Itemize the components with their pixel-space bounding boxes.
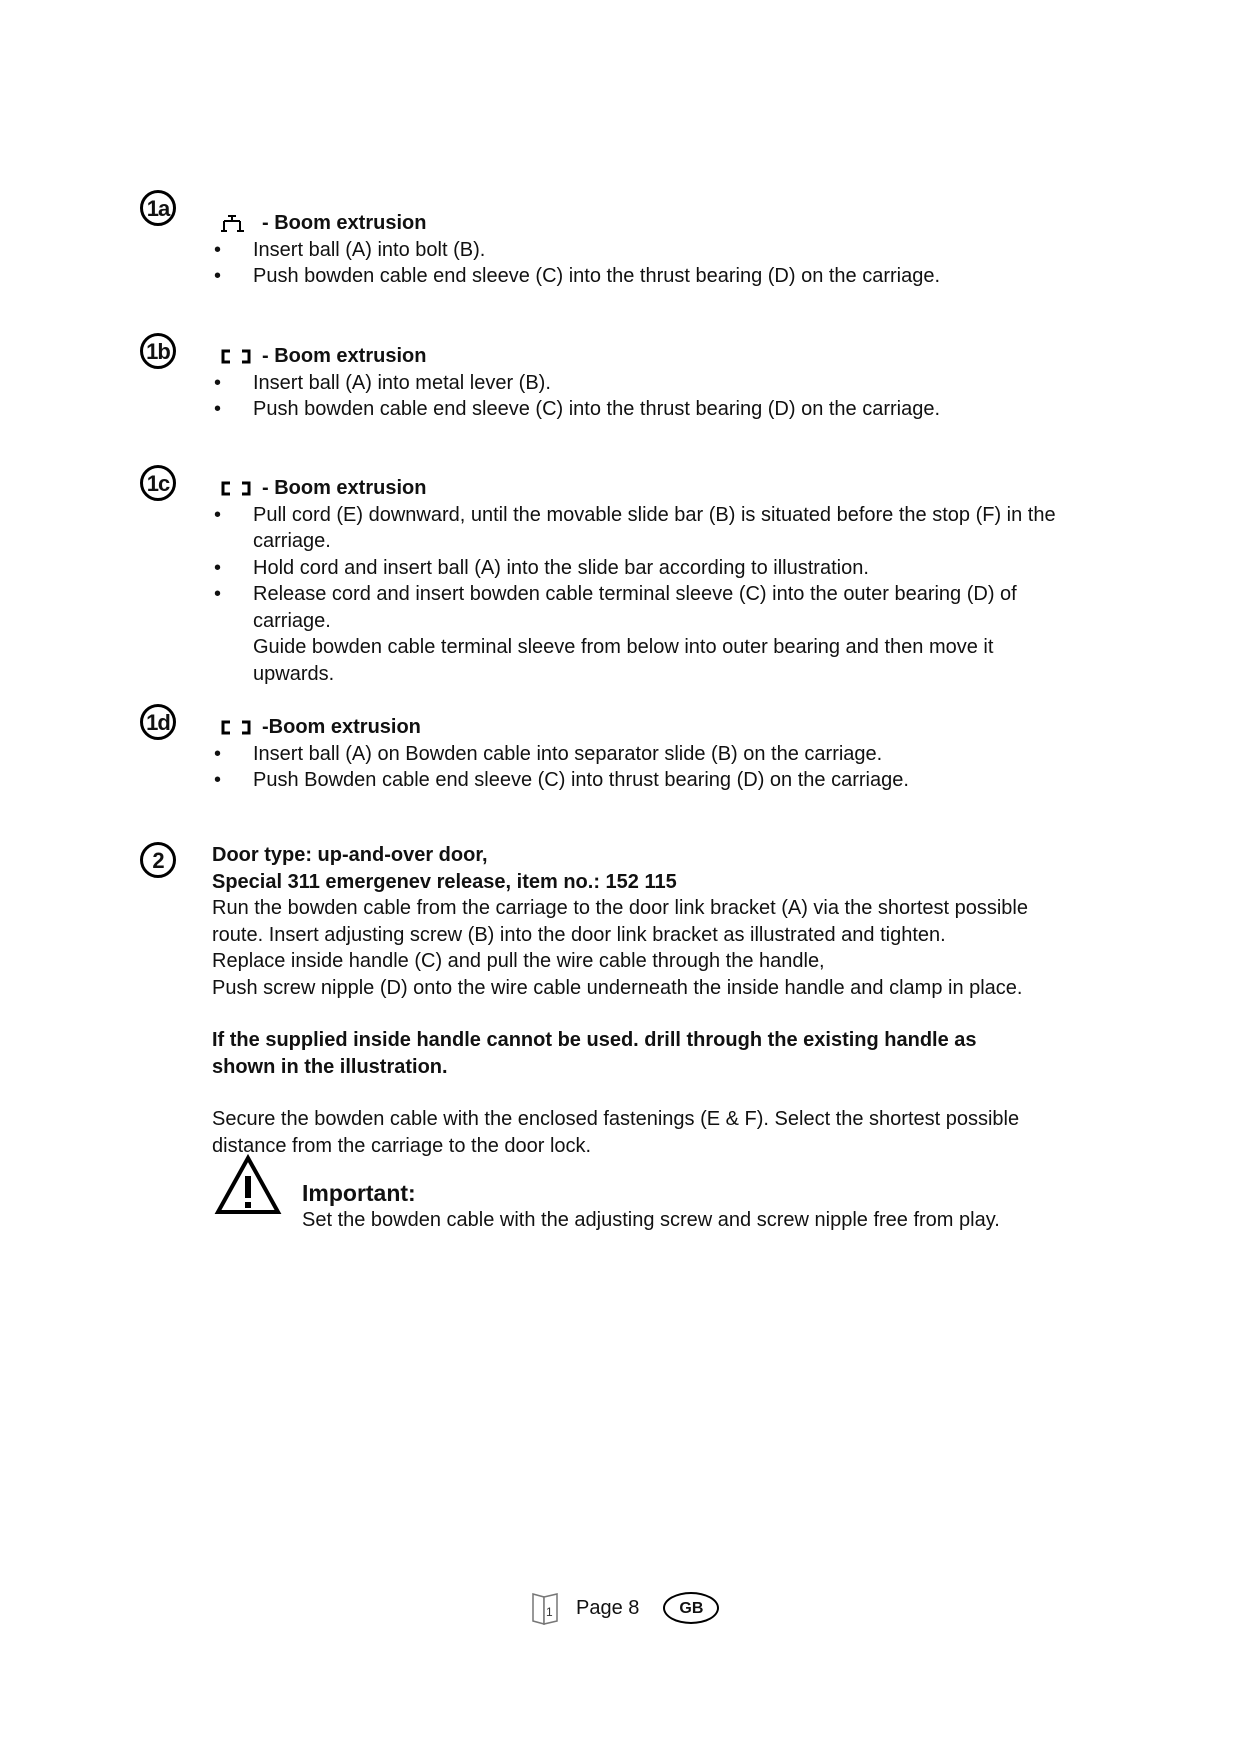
boom-profile-icon [220, 719, 252, 735]
important-text: Set the bowden cable with the adjusting screw and screw nipple free from play. [302, 1209, 1000, 1231]
release-heading: Special 311 emergenev release, item no.: 152 115 [212, 870, 677, 893]
list-item: • Insert ball (A) into bolt (B). [214, 237, 1104, 264]
page-number: Page 8 [576, 1596, 640, 1619]
bold-note: If the supplied inside handle cannot be used. drill through the existing handle as [212, 1029, 977, 1051]
important-title: Important: [302, 1180, 416, 1206]
paragraph-line: Push screw nipple (D) onto the wire cable underneath the inside handle and clamp in place. [212, 976, 1023, 999]
list-item: • Insert ball (A) on Bowden cable into separator slide (B) on the carriage. [214, 741, 1104, 768]
paragraph-line: Secure the bowden cable with the enclosed fastenings (E & F). Select the shortest possible [212, 1108, 1020, 1130]
boom-profile-icon [220, 348, 252, 364]
list-item: • Hold cord and insert ball (A) into the slide bar according to illustration. [214, 555, 1104, 582]
bold-note: shown in the illustration. [212, 1055, 448, 1078]
section-title: - Boom extrusion [262, 212, 427, 234]
svg-text:1: 1 [546, 1605, 553, 1619]
door-type-heading: Door type: up-and-over door, [212, 844, 488, 866]
list-item: • Push bowden cable end sleeve (C) into the thrust bearing (D) on the carriage. [214, 396, 1104, 423]
section-title: -Boom extrusion [262, 716, 421, 738]
section-title: - Boom extrusion [262, 345, 427, 367]
manual-page-icon [530, 1590, 560, 1626]
list-item: • Push bowden cable end sleeve (C) into the thrust bearing (D) on the carriage. [214, 263, 1104, 290]
section-title: - Boom extrusion [262, 477, 427, 499]
page-footer [530, 1590, 719, 1626]
step-badge: 1b [140, 333, 176, 369]
warning-triangle-icon [214, 1154, 282, 1216]
list-item: • Release cord and insert bowden cable terminal sleeve (C) into the outer bearing (D) of carriage. Guide bowden cable terminal sleeve from below into outer bearing and then move it upwards. [214, 581, 1104, 687]
paragraph-line: route. Insert adjusting screw (B) into the door link bracket as illustrated and tighten. [212, 923, 946, 946]
step-badge: 1c [140, 465, 176, 501]
paragraph-line: Run the bowden cable from the carriage to the door link bracket (A) via the shortest possible [212, 897, 1028, 919]
paragraph-line: distance from the carriage to the door lock. [212, 1134, 592, 1157]
step-badge: 2 [140, 842, 176, 878]
boom-profile-icon [220, 480, 252, 496]
list-item: • Pull cord (E) downward, until the movable slide bar (B) is situated before the stop (F) in the carriage. [214, 502, 1104, 555]
step-badge: 1a [140, 190, 176, 226]
list-item: • Push Bowden cable end sleeve (C) into thrust bearing (D) on the carriage. [214, 767, 1104, 794]
paragraph-line: Replace inside handle (C) and pull the wire cable through the handle, [212, 950, 825, 972]
list-item: • Insert ball (A) into metal lever (B). [214, 370, 1104, 397]
language-badge: GB [663, 1592, 719, 1624]
step-badge: 1d [140, 704, 176, 740]
boom-fork-icon [220, 212, 252, 234]
